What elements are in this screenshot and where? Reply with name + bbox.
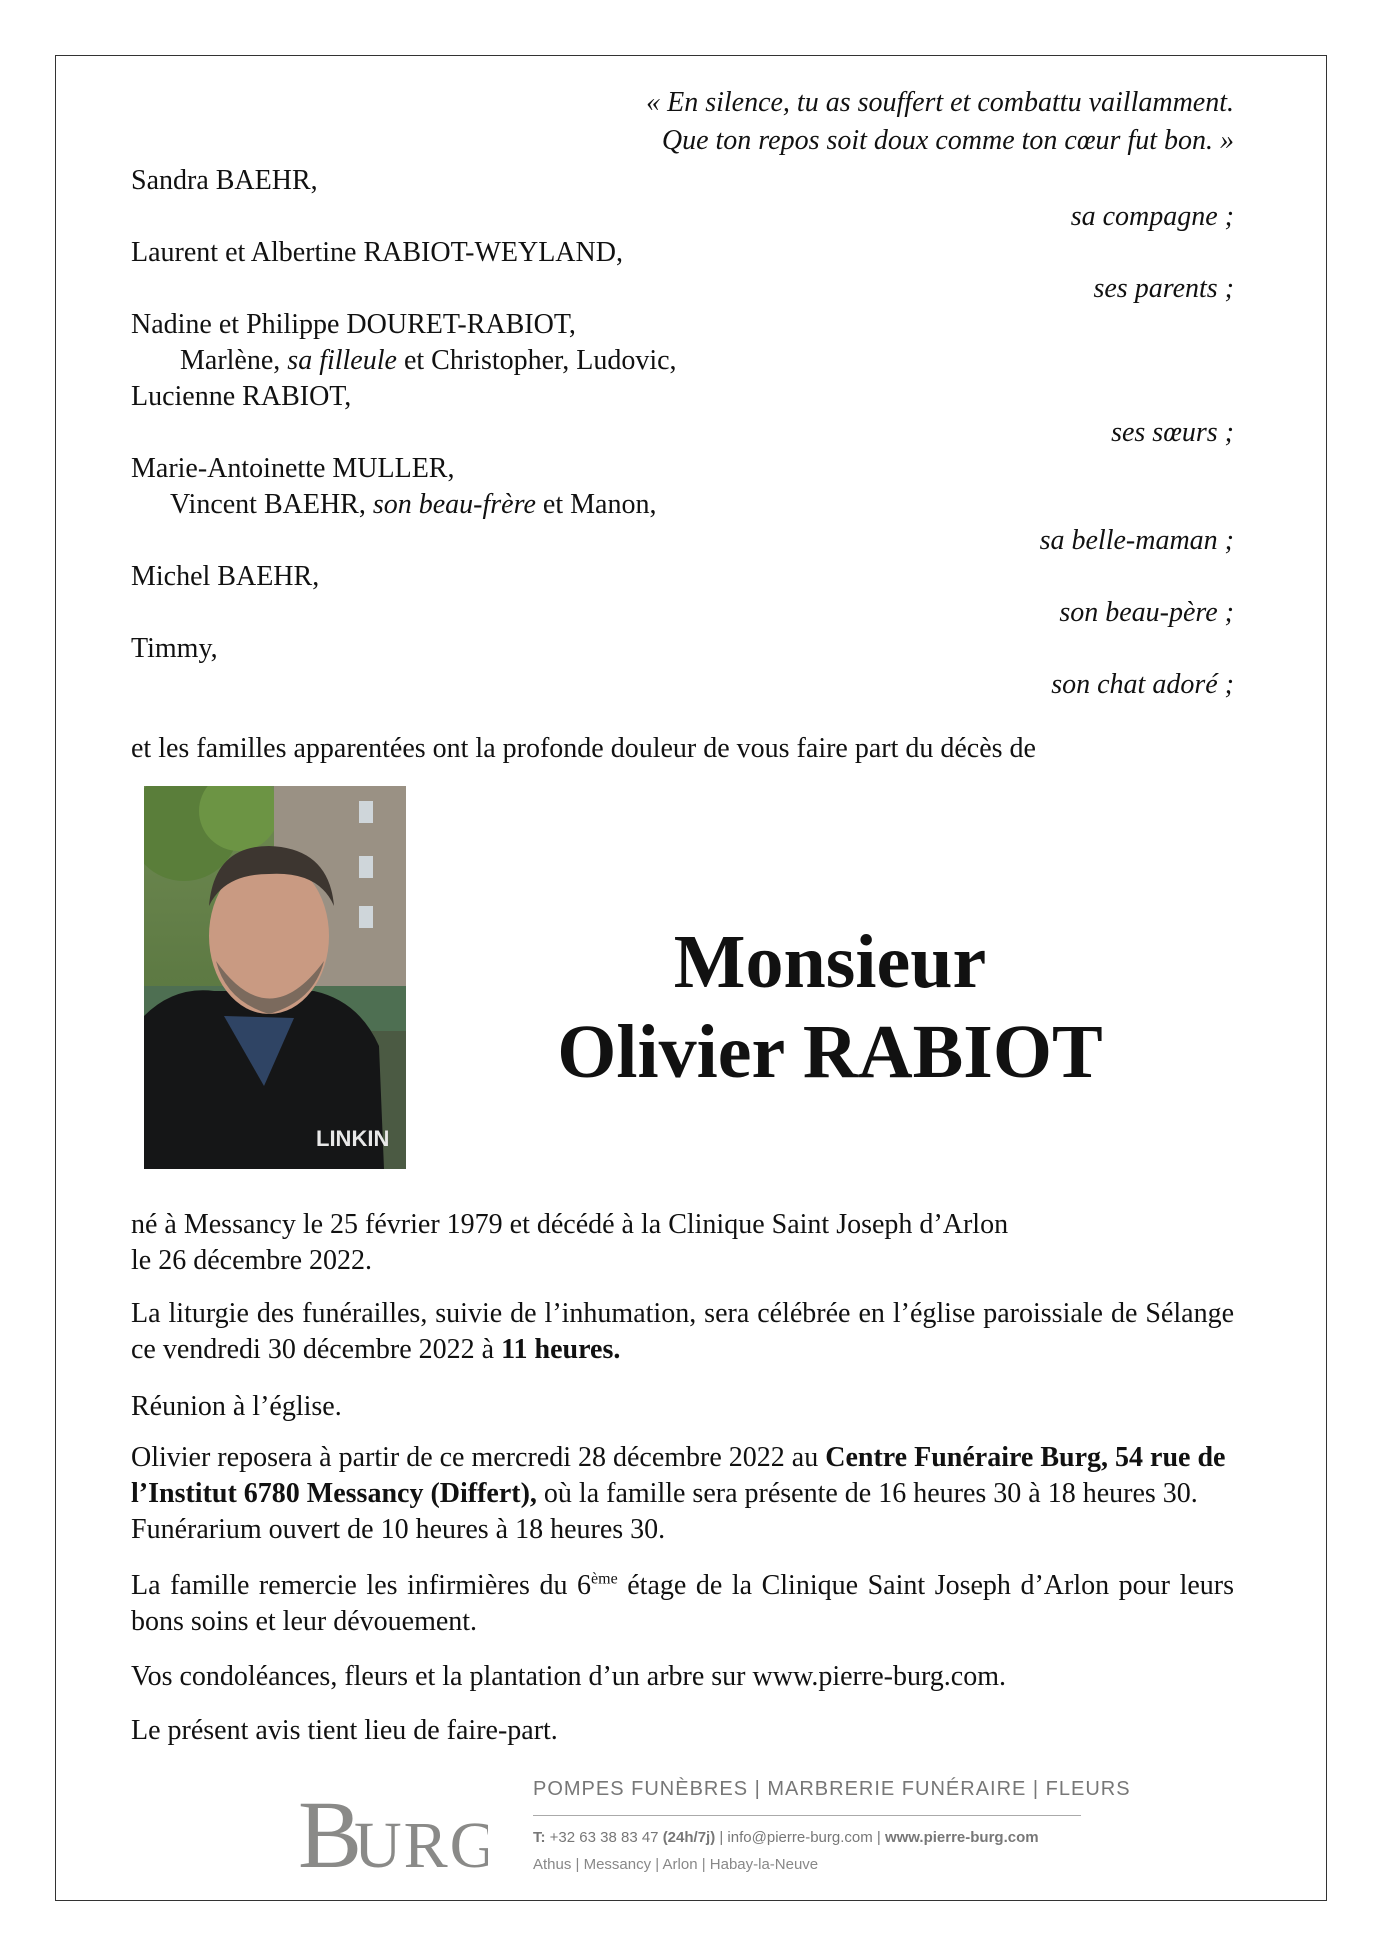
role-beau-pere: son beau-père ; <box>1059 597 1234 628</box>
role-soeurs: ses sœurs ; <box>1111 417 1234 448</box>
role-parents: ses parents ; <box>1093 273 1234 304</box>
footer-divider <box>533 1815 1081 1816</box>
faire-part-text: Le présent avis tient lieu de faire-part. <box>131 1715 558 1746</box>
svg-text:LINKIN: LINKIN <box>316 1126 390 1151</box>
liturgy-paragraph: La liturgie des funérailles, suivie de l’inhumation, sera célébrée en l’église paroissiale de Sélange ce vendredi 30 décembre 2022 à 11 heures. <box>131 1298 1234 1365</box>
deceased-title: Monsieur <box>673 920 987 1004</box>
role-belle-maman: sa belle-maman ; <box>1039 525 1234 556</box>
deceased-name: Olivier RABIOT <box>557 1010 1103 1094</box>
family-sandra: Sandra BAEHR, <box>131 165 318 196</box>
burg-logo <box>298 1777 488 1877</box>
svg-text:URG: URG <box>354 1809 488 1877</box>
footer-contact: T: +32 63 38 83 47 (24h/7j) | info@pierre-burg.com | www.pierre-burg.com <box>533 1829 1039 1846</box>
family-timmy: Timmy, <box>131 633 218 664</box>
footer-services: POMPES FUNÈBRES | MARBRERIE FUNÉRAIRE | FLEURS <box>533 1778 1131 1800</box>
svg-text:B: B <box>298 1781 363 1877</box>
role-compagne: sa compagne ; <box>1070 201 1234 232</box>
funeral-home-paragraph: Olivier reposera à partir de ce mercredi 28 décembre 2022 au Centre Funéraire Burg, 54 rue de l’Institut 6780 Messancy (Differt), où la famille sera présente de 16 heures 30 à 18 heures 30. Funérarium ouvert de 10 heures à 18 heures 30. <box>131 1442 1226 1545</box>
condolences-text: Vos condoléances, fleurs et la plantation d’un arbre sur www.pierre-burg.com. <box>131 1661 1006 1692</box>
family-marie: Marie-Antoinette MULLER, <box>131 453 455 484</box>
birth-death-line-2: le 26 décembre 2022. <box>131 1245 373 1276</box>
portrait-photo <box>144 786 406 1169</box>
family-vincent: Vincent BAEHR, son beau-frère et Manon, <box>170 489 657 520</box>
family-marlene: Marlène, sa filleule et Christopher, Ludovic, <box>180 345 677 376</box>
thanks-paragraph: La famille remercie les infirmières du 6ème étage de la Clinique Saint Joseph d’Arlon pour leurs bons soins et leur dévouement. <box>131 1570 1234 1637</box>
footer-towns: Athus | Messancy | Arlon | Habay-la-Neuve <box>533 1856 819 1873</box>
family-parents: Laurent et Albertine RABIOT-WEYLAND, <box>131 237 623 268</box>
family-lucienne: Lucienne RABIOT, <box>131 381 352 412</box>
intro-sentence: et les familles apparentées ont la profonde douleur de vous faire part du décès de <box>131 733 1036 764</box>
footer-website-link[interactable]: www.pierre-burg.com <box>884 1829 1039 1846</box>
family-nadine: Nadine et Philippe DOURET-RABIOT, <box>131 309 576 340</box>
quote-line-1: « En silence, tu as souffert et combattu vaillamment. <box>646 87 1234 118</box>
role-chat: son chat adoré ; <box>1051 669 1234 700</box>
birth-death-line-1: né à Messancy le 25 février 1979 et décédé à la Clinique Saint Joseph d’Arlon <box>131 1209 1009 1240</box>
family-michel: Michel BAEHR, <box>131 561 320 592</box>
quote-line-2: Que ton repos soit doux comme ton cœur fut bon. » <box>661 125 1234 156</box>
reunion-text: Réunion à l’église. <box>131 1391 342 1422</box>
